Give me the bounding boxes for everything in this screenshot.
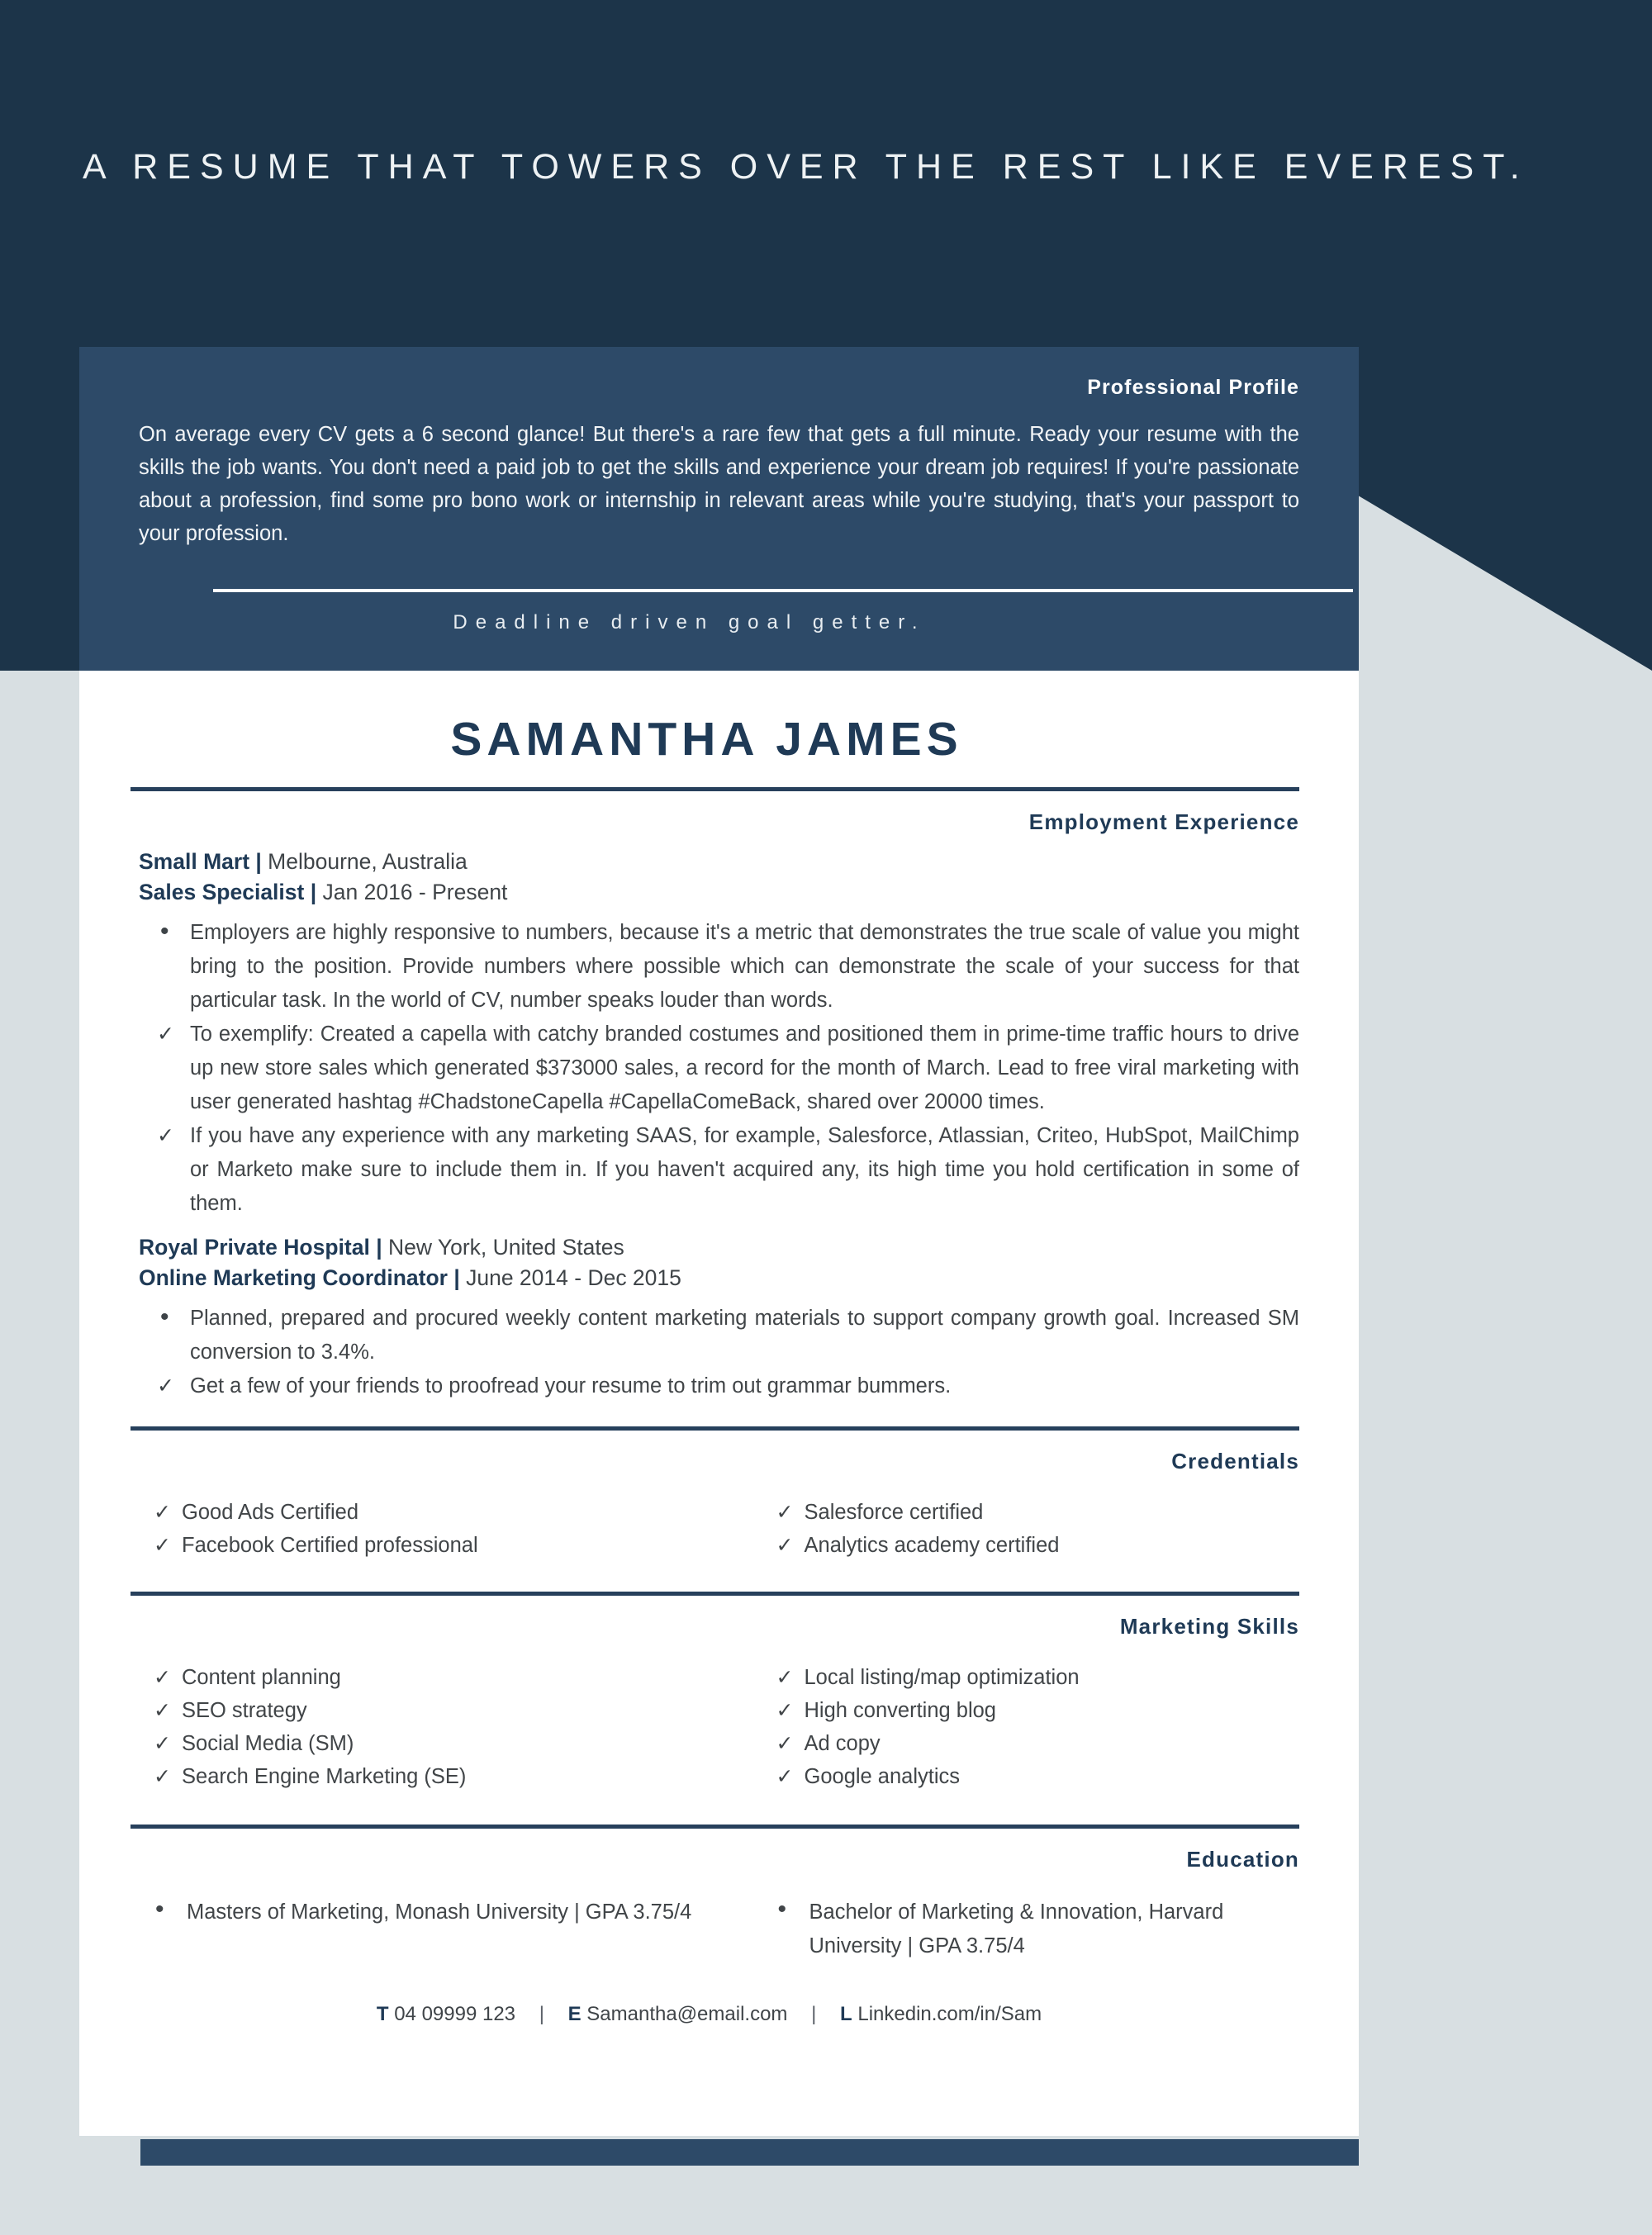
name-divider xyxy=(131,787,1299,791)
check-icon: ✓ xyxy=(157,1374,174,1397)
check-icon: ✓ xyxy=(776,1666,794,1689)
skill-right-list xyxy=(763,1663,1300,1791)
credentials-column-right xyxy=(720,1497,1300,1564)
email-label: E xyxy=(567,2003,582,2025)
experience-entry xyxy=(131,847,1299,1221)
job-title: Sales Specialist xyxy=(139,880,311,904)
footer-bar xyxy=(140,2139,1359,2166)
list-item xyxy=(147,1302,1299,1369)
credentials-divider xyxy=(131,1426,1299,1431)
list-item xyxy=(140,1762,720,1791)
professional-profile-heading: Professional Profile xyxy=(1087,376,1299,399)
list-item xyxy=(147,1369,1299,1403)
bullet-icon: • xyxy=(777,1896,787,1923)
contact-bar xyxy=(131,2003,1299,2026)
check-icon: ✓ xyxy=(154,1765,171,1788)
list-item-label: Search Engine Marketing (SE) xyxy=(182,1765,467,1788)
skills-column-right xyxy=(720,1663,1300,1795)
professional-profile-card xyxy=(79,347,1359,671)
company-name: Small Mart xyxy=(139,849,256,874)
job-title: Online Marketing Coordinator xyxy=(139,1265,454,1290)
bullet-icon: • xyxy=(160,1303,169,1331)
list-item-label: Analytics academy certified xyxy=(804,1534,1060,1557)
list-item xyxy=(140,1896,720,1929)
experience-bullets xyxy=(139,1302,1299,1403)
section-heading-skills: Marketing Skills xyxy=(1119,1614,1299,1639)
experience-list xyxy=(131,847,1299,1403)
field-separator: | xyxy=(310,880,323,904)
list-item xyxy=(140,1497,720,1527)
list-item xyxy=(147,1119,1299,1221)
list-item-label: Bachelor of Marketing & Innovation, Harvard University | GPA 3.75/4 xyxy=(809,1900,1224,1957)
list-item xyxy=(763,1696,1300,1725)
check-icon: ✓ xyxy=(776,1501,794,1524)
linkedin-value[interactable]: Linkedin.com/in/Sam xyxy=(857,2003,1042,2025)
professional-profile-text: On average every CV gets a 6 second glance! But there's a rare few that gets a full minute. Ready your resume with the skills the job wants. You don't need a paid job to get the skills and experience your dream job requires! If you're passionate about a profession, find some pro bono work or internship in relevant areas while you're studying, that's your passport to your profession. xyxy=(139,423,1299,545)
education-column-left xyxy=(140,1896,720,1967)
list-item-label: Local listing/map optimization xyxy=(804,1666,1080,1689)
skills-column-left xyxy=(140,1663,720,1795)
contact-separator-1: | xyxy=(539,2003,544,2025)
skills-columns xyxy=(131,1663,1299,1795)
list-item-label: High converting blog xyxy=(804,1699,996,1722)
list-item-label: Content planning xyxy=(182,1666,341,1689)
list-item-label: To exemplify: Created a capella with catchy branded costumes and positioned them in prime-time traffic hours to drive up new store sales which generated $373000 sales, a record for the month of March. Lead to free viral marketing with user generated hashtag #ChadstoneCapella #CapellaComeBack, shared over 20000 times. xyxy=(190,1023,1299,1113)
list-item xyxy=(140,1729,720,1758)
section-heading-credentials: Credentials xyxy=(1171,1449,1299,1473)
credentials-columns xyxy=(131,1497,1299,1564)
profile-divider xyxy=(213,589,1353,592)
list-item xyxy=(763,1762,1300,1791)
list-item-label: Get a few of your friends to proofread your resume to trim out grammar bummers. xyxy=(190,1374,952,1397)
check-icon: ✓ xyxy=(154,1501,171,1524)
experience-entry xyxy=(131,1232,1299,1403)
cred-right-list xyxy=(763,1497,1300,1560)
list-item-label: SEO strategy xyxy=(182,1699,307,1722)
experience-bullets xyxy=(139,916,1299,1221)
check-icon: ✓ xyxy=(157,1124,174,1147)
list-item xyxy=(763,1896,1300,1963)
list-item-label: If you have any experience with any marketing SAAS, for example, Salesforce, Atlassian, Criteo, HubSpot, MailChimp or Marketo make sure to include them in. If you haven't acquired any, its high time you hold certification in some of them. xyxy=(190,1124,1299,1215)
list-item-label: Employers are highly responsive to numbers, because it's a metric that demonstrates the true scale of value you might bring to the position. Provide numbers where possible which can demonstrate the scale of your success for that particular task. In the world of CV, number speaks louder than words. xyxy=(190,921,1299,1012)
cred-left-list xyxy=(140,1497,720,1560)
experience-title-line xyxy=(139,1263,1299,1293)
check-icon: ✓ xyxy=(154,1534,171,1557)
list-item-label: Good Ads Certified xyxy=(182,1501,359,1524)
list-item xyxy=(140,1530,720,1560)
check-icon: ✓ xyxy=(157,1023,174,1046)
list-item xyxy=(140,1696,720,1725)
list-item-label: Google analytics xyxy=(804,1765,961,1788)
field-separator: | xyxy=(376,1235,388,1260)
list-item-label: Ad copy xyxy=(804,1732,881,1755)
experience-company-line xyxy=(139,1232,1299,1263)
check-icon: ✓ xyxy=(154,1699,171,1722)
list-item xyxy=(763,1530,1300,1560)
list-item xyxy=(147,1018,1299,1119)
list-item-label: Salesforce certified xyxy=(804,1501,984,1524)
section-heading-education: Education xyxy=(1186,1847,1299,1872)
phone-value[interactable]: 04 09999 123 xyxy=(394,2003,516,2025)
list-item-label: Facebook Certified professional xyxy=(182,1534,478,1557)
edu-left-list xyxy=(140,1896,720,1929)
candidate-name: SAMANTHA JAMES xyxy=(450,713,963,766)
check-icon: ✓ xyxy=(776,1765,794,1788)
resume-sheet xyxy=(79,671,1359,2136)
education-column-right xyxy=(720,1896,1300,1967)
company-location: Melbourne, Australia xyxy=(268,849,468,874)
credentials-column-left xyxy=(140,1497,720,1564)
list-item xyxy=(763,1729,1300,1758)
field-separator: | xyxy=(255,849,268,874)
experience-title-line xyxy=(139,877,1299,908)
edu-right-list xyxy=(763,1896,1300,1963)
linkedin-label: L xyxy=(840,2003,852,2025)
check-icon: ✓ xyxy=(154,1666,171,1689)
list-item-label: Social Media (SM) xyxy=(182,1732,354,1755)
list-item xyxy=(140,1663,720,1692)
education-divider xyxy=(131,1825,1299,1829)
experience-company-line xyxy=(139,847,1299,877)
profile-motto: Deadline driven goal getter. xyxy=(453,611,926,633)
company-name: Royal Private Hospital xyxy=(139,1235,377,1260)
check-icon: ✓ xyxy=(776,1732,794,1755)
bullet-icon: • xyxy=(160,918,169,945)
phone-label: T xyxy=(376,2003,389,2025)
company-location: New York, United States xyxy=(387,1235,624,1260)
skills-divider xyxy=(131,1592,1299,1596)
check-icon: ✓ xyxy=(776,1534,794,1557)
check-icon: ✓ xyxy=(776,1699,794,1722)
check-icon: ✓ xyxy=(154,1732,171,1755)
email-value[interactable]: Samantha@email.com xyxy=(586,2003,788,2025)
job-dates: Jan 2016 - Present xyxy=(322,880,508,904)
list-item-label: Planned, prepared and procured weekly content marketing materials to support company growth goal. Increased SM conversion to 3.4%. xyxy=(190,1307,1299,1364)
education-columns xyxy=(131,1896,1299,1967)
field-separator: | xyxy=(453,1265,467,1290)
section-heading-experience: Employment Experience xyxy=(1028,809,1299,834)
list-item-label: Masters of Marketing, Monash University | GPA 3.75/4 xyxy=(187,1900,692,1924)
list-item xyxy=(763,1663,1300,1692)
skill-left-list xyxy=(140,1663,720,1791)
header-tagline: A RESUME THAT TOWERS OVER THE REST LIKE EVEREST. xyxy=(83,147,1529,187)
job-dates: June 2014 - Dec 2015 xyxy=(466,1265,681,1290)
bullet-icon: • xyxy=(155,1896,164,1923)
contact-separator-2: | xyxy=(811,2003,817,2025)
list-item xyxy=(763,1497,1300,1527)
list-item xyxy=(147,916,1299,1018)
